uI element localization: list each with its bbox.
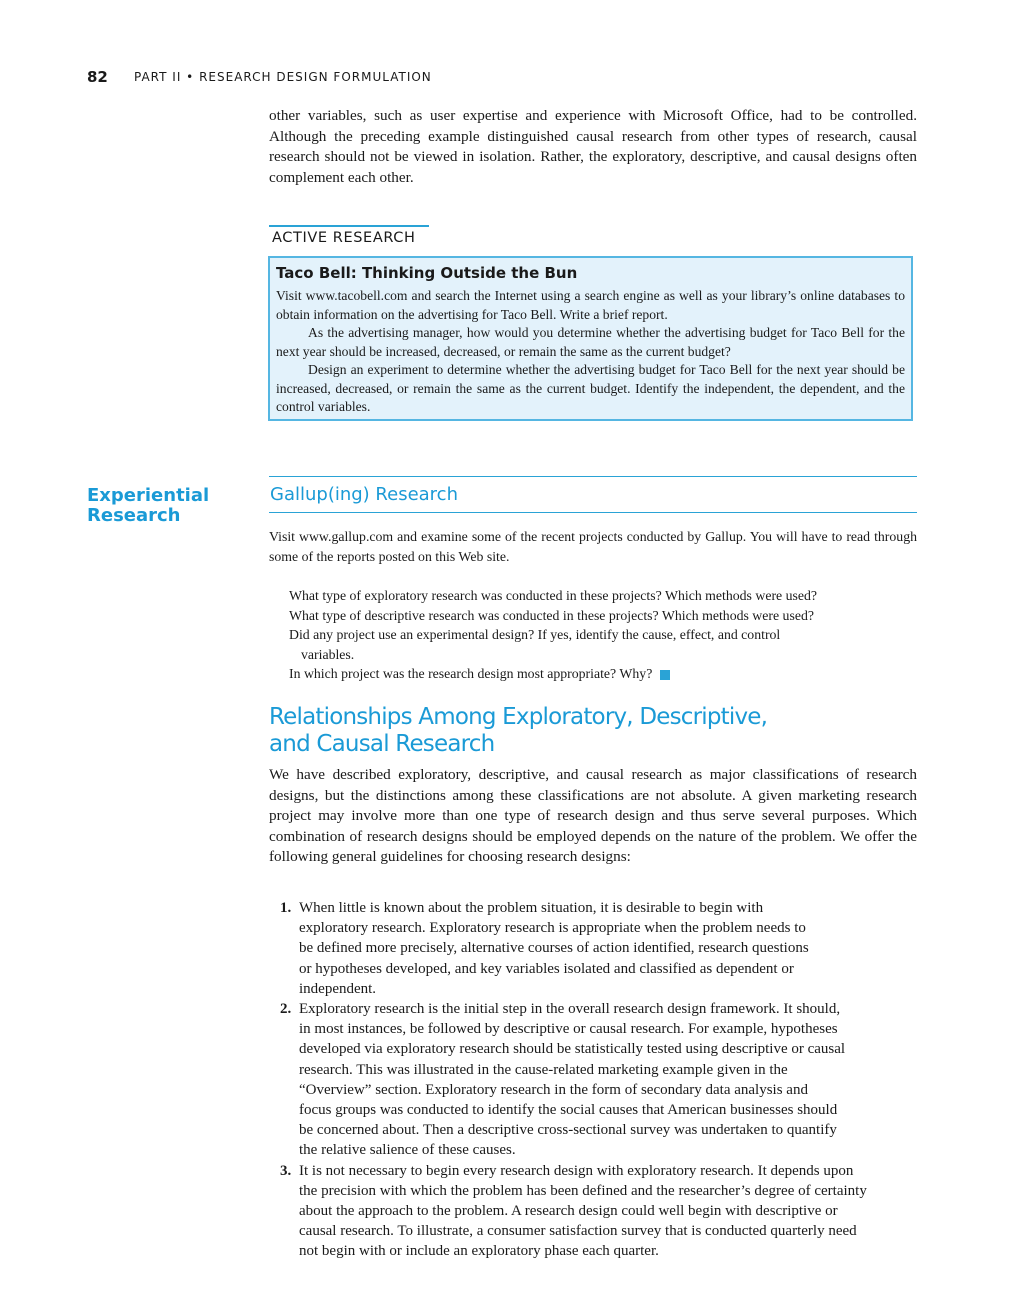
guideline-line: be defined more precisely, alternative courses of action identified, research questions — [299, 940, 809, 957]
active-research-rule — [269, 225, 429, 227]
guideline-line: the precision with which the problem has been defined and the researcher’s degree of certainty — [299, 1182, 867, 1199]
active-research-paragraph: Visit www.tacobell.com and search the Internet using a search engine as well as your library’s online databases to obtain information on the advertising for Taco Bell. Write a brief report. — [276, 288, 905, 322]
active-research-paragraph: Design an experiment to determine whether the advertising budget for Taco Bell for the next year should be increased, decreased, or remain the same as the current budget. Identify the independent, the dependent, and the control variables. — [276, 362, 905, 414]
guideline-line: in most instances, be followed by descriptive or causal research. For example, hypotheses — [299, 1021, 838, 1038]
active-research-box — [268, 256, 913, 421]
guideline-item — [270, 1161, 916, 1262]
intro-paragraph: other variables, such as user expertise and experience with Microsoft Office, had to be controlled. Although the preceding example distinguished causal research from other types of research, causal research should not be viewed in isolation. Rather, the exploratory, descriptive, and causal designs often complement each other. — [269, 107, 917, 186]
guidelines-list — [270, 898, 916, 1262]
question-item: What type of exploratory research was conducted in these projects? Which methods were used? — [289, 588, 818, 603]
guideline-number: 1. — [280, 900, 292, 916]
running-title: PART II • RESEARCH DESIGN FORMULATION — [134, 70, 432, 84]
guideline-line: about the approach to the problem. A research design could well begin with descriptive or — [299, 1203, 838, 1220]
experiential-box-title: Gallup(ing) Research — [270, 484, 458, 505]
guideline-line: It is not necessary to begin every research design with exploratory research. It depends upon — [299, 1162, 854, 1179]
question-item-continuation: variables. — [301, 646, 355, 662]
margin-heading-line: Experiential — [87, 485, 210, 506]
guideline-line: be concerned about. Then a descriptive cross-sectional survey was undertaken to quantify — [299, 1122, 837, 1139]
experiential-box-body: Visit www.gallup.com and examine some of the recent projects conducted by Gallup. You will have to read through some of the reports posted on this Web site. — [269, 529, 917, 564]
active-research-paragraph: As the advertising manager, how would you determine whether the advertising budget for Taco Bell for the next year should be increased, decreased, or remain the same as the current budget? — [276, 325, 905, 359]
experiential-box-top-rule — [269, 476, 917, 477]
question-item — [289, 664, 909, 684]
active-research-label: ACTIVE RESEARCH — [272, 230, 416, 246]
section-heading-line: Relationships Among Exploratory, Descriptive, — [269, 704, 768, 730]
section-heading — [269, 704, 767, 758]
guideline-line: Exploratory research is the initial step in the overall research design framework. It should, — [299, 1001, 841, 1018]
guideline-line: developed via exploratory research should be statistically tested using descriptive or causal — [299, 1041, 846, 1058]
end-of-box-square-icon — [660, 670, 670, 680]
guideline-number: 3. — [280, 1162, 292, 1179]
guideline-line: or hypotheses developed, and key variables isolated and classified as dependent or — [299, 960, 794, 977]
guideline-item — [270, 898, 916, 999]
active-research-title: Taco Bell: Thinking Outside the Bun — [276, 264, 578, 282]
guideline-line: causal research. To illustrate, a consumer satisfaction survey that is conducted quarterly need — [299, 1223, 857, 1240]
page-number: 82 — [87, 68, 108, 86]
experiential-box-bottom-rule — [269, 512, 917, 513]
guideline-line: research. This was illustrated in the cause-related marketing example given in the — [299, 1061, 788, 1078]
guideline-line: exploratory research. Exploratory research is appropriate when the problem needs to — [299, 920, 806, 937]
section-paragraph: We have described exploratory, descriptive, and causal research as major classifications of research designs, but the distinctions among these classifications are not absolute. A given marketing research project may involve more than one type of research design and thus serve several purposes. Which combination of research designs should be employed depends on the nature of the problem. We offer the following general guidelines for choosing research designs: — [269, 766, 917, 865]
guideline-line: the relative salience of these causes. — [299, 1142, 516, 1159]
guideline-line: independent. — [299, 980, 377, 997]
section-heading-line: and Causal Research — [269, 731, 495, 757]
margin-heading-line: Research — [87, 504, 181, 526]
margin-heading — [87, 486, 209, 525]
question-list — [289, 586, 909, 684]
question-item: What type of descriptive research was conducted in these projects? Which methods were used? — [289, 607, 814, 623]
guideline-line: focus groups was conducted to identify the social causes that American businesses should — [299, 1102, 838, 1119]
guideline-line: When little is known about the problem situation, it is desirable to begin with — [299, 900, 764, 916]
guideline-line: not begin with or include an exploratory phase each quarter. — [299, 1243, 659, 1260]
question-item: Did any project use an experimental design? If yes, identify the cause, effect, and control — [289, 627, 781, 642]
guideline-item — [270, 999, 916, 1161]
guideline-number: 2. — [280, 1001, 292, 1018]
guideline-line: “Overview” section. Exploratory research in the form of secondary data analysis and — [299, 1081, 808, 1098]
question-text: In which project was the research design most appropriate? Why? — [289, 666, 653, 681]
